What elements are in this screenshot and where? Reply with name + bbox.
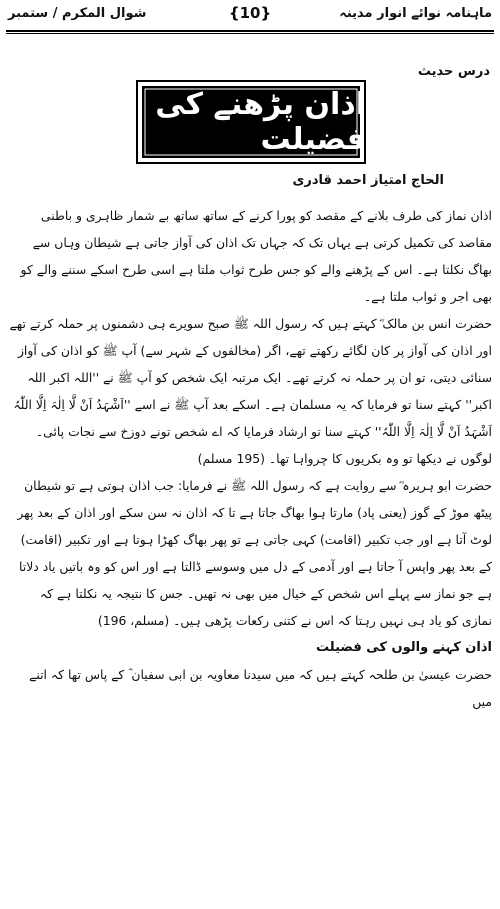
paragraph-2: حضرت انس بن مالک ؓ کہتے ہیں کہ رسول اللہ ﷺ صبح سویرے ہی دشمنوں پر حملہ کرتے تھے اور اذان کی آواز پر کان لگائے رکھتے تھے، اگر (مخالفوں کے شہر سے) آپ ﷺ کو اذان کی آواز سنائی دیتی، تو ان پر حملہ نہ کرتے تھے۔ ایک مرتبہ ایک شخص کو آپ ﷺ نے ''اللہ اکبر اللہ اکبر'' کہتے سنا تو فرمایا کہ یہ مسلمان ہے۔ اسکے بعد آپ ﷺ نے اسے ''اَشْہَدُ اَنْ لَّا اِلٰہَ اِلَّا اللّٰہُ اَشْہَدُ اَنْ لَّا اِلٰہَ اِلَّا اللّٰہُ'' کہتے سنا تو ارشاد فرمایا کہ اے شخص تونے دوزخ سے نجات پائی۔ لوگوں نے دیکھا تو وہ بکریوں کا چرواہا تھا۔ (195 مسلم): [9, 316, 492, 466]
page-number-open-brace: {: [228, 4, 240, 22]
header-rule: [6, 30, 494, 32]
page-number-close-brace: }: [260, 4, 272, 22]
page-header: [6, 4, 494, 30]
article-title: اذان پڑھنے کی فضیلت: [155, 87, 366, 157]
paragraph-1: اذان نماز کی طرف بلانے کے مقصد کو پورا کرنے کے ساتھ ساتھ بے شمار ظاہری و باطنی مقاصد کی تکمیل کرتی ہے یہاں تک کہ جہاں تک اذان کی آواز جاتی ہے شیطان وہاں سے بھاگ نکلتا ہے۔ اس کے پڑھنے والے کو جس طرح ثواب ملتا ہے اسی طرح اسکے سننے والے کو بھی اجر و ثواب ملتا ہے۔: [20, 208, 492, 304]
page-number: [229, 4, 271, 22]
paragraph-4: حضرت عیسیٰ بن طلحہ کہتے ہیں کہ میں سیدنا معاویہ بن ابی سفیان ؓ کے پاس تھا کہ اتنے میں: [29, 667, 492, 709]
magazine-name: ماہنامہ نوائے انوار مدینہ: [339, 6, 492, 21]
paragraph-3: حضرت ابو ہریرہ ؓ سے روایت ہے کہ رسول اللہ ﷺ نے فرمایا: جب اذان ہوتی ہے تو شیطان پیٹھ موڑ کے گوز (یعنی پاد) مارتا ہوا بھاگ جاتا ہے تا کہ اذان نہ سن سکے اور اذان کے بعد پھر لوٹ آتا ہے اور جب تکبیر (اقامت) کہی جاتی ہے تو پھر بھاگ کھڑا ہوتا ہے اور تکبیر (اقامت) کے بعد پھر واپس آ جاتا ہے اور آدمی کے دل میں وسوسے ڈالتا ہے اور اس کو وہ باتیں یاد دلاتا ہے جو نماز سے پہلے اس شخص کے خیال میں بھی نہ تھیں۔ جس کا نتیجہ یہ نکلتا ہے کہ نمازی کو یاد ہی نہیں رہتا کہ اس نے کتنی رکعات پڑھی ہیں۔ (مسلم، 196): [17, 478, 492, 628]
page-number-value: 10: [239, 4, 261, 22]
header-rule-thin: [6, 33, 494, 34]
author-name: الحاج امتیاز احمد قادری: [292, 173, 444, 188]
section-label: درس حدیث: [417, 64, 490, 79]
issue-date: شوال المکرم / ستمبر: [8, 6, 147, 21]
title-banner: [136, 80, 366, 164]
article-body: [8, 202, 492, 715]
subheading: اذان کہنے والوں کی فضیلت: [316, 640, 492, 655]
